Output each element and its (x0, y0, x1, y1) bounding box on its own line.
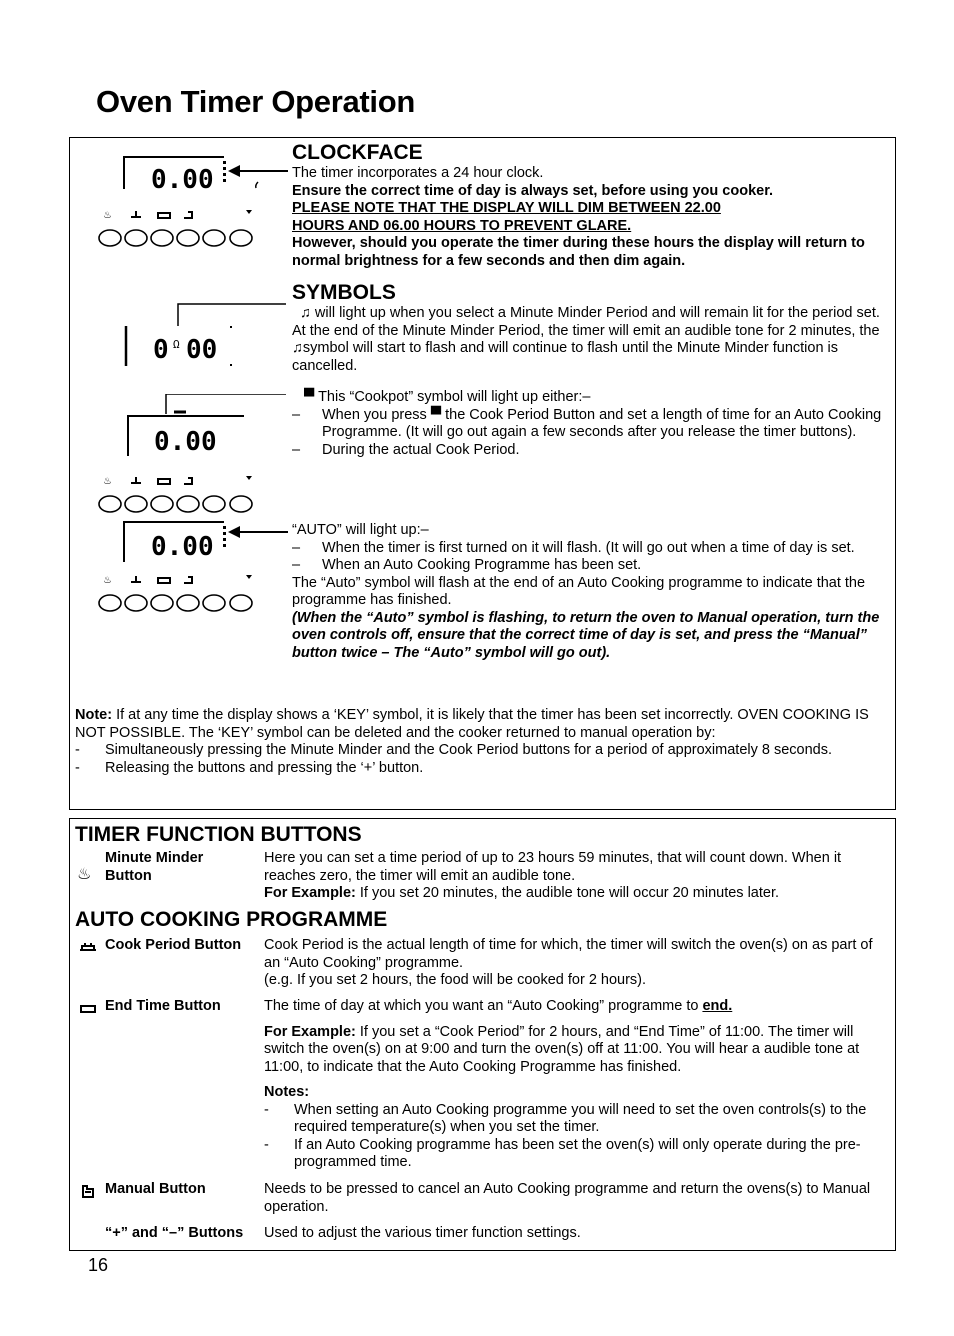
page-title: Oven Timer Operation (96, 84, 416, 119)
auto-flash-text: The “Auto” symbol will flash at the end of an Auto Cooking programme to indicate that the programme has finished. (292, 574, 866, 608)
plus-minus-label: “+” and “–” Buttons (105, 1225, 244, 1241)
end-time-icon (79, 1003, 97, 1015)
plus-minus-desc: Used to adjust the various timer function settings. (264, 1225, 581, 1241)
clockface-dim-note: HOURS AND 06.00 HOURS TO PREVENT GLARE. (292, 217, 632, 234)
notes-label: Notes: (264, 1084, 310, 1100)
list-item: – When the timer is first turned on it will flash. (It will go out when a time of day is set. (292, 539, 855, 556)
bell-description: ♫ will light up when you select a Minute Minder Period and will remain lit for the period set. At the end of the Minute Minder Period, the timer will emit an audible tone for 2 minutes, the ♫symbol will start to flash and will continue to flash until the Minute Minder function is cancelled. (292, 305, 880, 374)
timer-buttons-section-box (69, 818, 896, 1251)
symbols-heading: SYMBOLS (292, 281, 396, 304)
cookpot-icon: ▀ (304, 389, 315, 405)
auto-manual-instructions: (When the “Auto” symbol is flashing, to return the oven to Manual operation, turn the oven controls off, ensure that the correct time of day is set, and press the “Manual” button twice – The “Auto” symbol will go out). (292, 609, 880, 661)
clockface-dim-note: PLEASE NOTE THAT THE DISPLAY WILL DIM BETWEEN 22.00 (292, 200, 721, 216)
minute-minder-icon: ♨ (104, 207, 112, 221)
end-time-desc: The time of day at which you want an “Auto Cooking” programme to end. (264, 998, 733, 1014)
arrow-icon (226, 524, 290, 540)
end-time-label: End Time Button (105, 998, 221, 1014)
svg-text:0.00: 0.00 (154, 427, 217, 457)
list-item: – During the actual Cook Period. (292, 441, 520, 458)
display-time: 0.00 (151, 165, 214, 195)
manual-icon (79, 1183, 97, 1199)
manual-label: Manual Button (105, 1181, 206, 1197)
list-item: - Releasing the buttons and pressing the ‘+’ button. (75, 759, 424, 776)
cook-period-label: Cook Period Button (105, 937, 242, 953)
cookpot-icon (79, 939, 97, 953)
list-item: – When you press ▀ the Cook Period Button and set a length of time for an Auto Cooking Programme. (It will go out again a few seconds after you release the timer buttons). (292, 406, 882, 440)
cook-period-example: (e.g. If you set 2 hours, the food will be cooked for 2 hours). (264, 972, 647, 988)
cookpot-display-diagram (96, 394, 296, 516)
cookpot-intro: ▀ This “Cookpot” symbol will light up either:– (304, 389, 591, 405)
bell-icon: Ω (173, 338, 180, 351)
minute-minder-icon: ♨ (77, 866, 92, 883)
key-note: Note: If at any time the display shows a ‘KEY’ symbol, it is likely that the timer has been set incorrectly. OVEN COOKING IS NOT POSSIBLE. The ‘KEY’ symbol can be deleted and the cooker returned to manual operation by: (75, 707, 869, 741)
page-number: 16 (88, 1255, 109, 1275)
list-item: - Simultaneously pressing the Minute Minder and the Cook Period buttons for a period of approximately 8 seconds. (75, 742, 833, 758)
minute-minder-label: Minute Minder Button (105, 850, 204, 884)
bell-icon: ♫ (300, 305, 311, 321)
svg-text:0: 0 (153, 335, 169, 365)
cook-period-desc: Cook Period is the actual length of time for which, the timer will switch the oven(s) on as part of an “Auto Cooking” programme. (264, 937, 873, 971)
symbols-section-box (69, 137, 896, 810)
end-time-example: For Example: If you set a “Cook Period” for 2 hours, and “End Time” of 11:00. The timer will switch the oven(s) on at 9:00 and turn the oven(s) off at 11:00. You will hear a audible tone at 11:00, to indicate that the Auto Cooking Programme has finished. (264, 1023, 860, 1075)
clockface-brightness-note: However, should you operate the timer during these hours the display will return to normal brightness for a few seconds and then dim again. (292, 235, 865, 269)
minute-minder-desc: Here you can set a time period of up to 23 hours 59 minutes, that will count down. When it reaches zero, the timer will emit an audible tone. (264, 850, 842, 884)
svg-text:00: 00 (186, 335, 218, 365)
manual-desc: Needs to be pressed to cancel an Auto Cooking programme and return the ovens(s) to Manual operation. (264, 1181, 871, 1215)
minute-minder-example: For Example: If you set 20 minutes, the audible tone will occur 20 minutes later. (264, 885, 780, 901)
list-item: - If an Auto Cooking programme has been set the oven(s) will only operate during the pre-programmed time. (264, 1136, 861, 1170)
clockface-text: The timer incorporates a 24 hour clock. (292, 165, 544, 181)
bell-icon: ♫ (292, 340, 303, 356)
bell-display-diagram (120, 298, 290, 373)
auto-programme-heading: AUTO COOKING PROGRAMME (75, 908, 388, 931)
list-item: - When setting an Auto Cooking programme you will need to set the oven controls(s) to the required temperature(s) when you set the timer. (264, 1101, 867, 1135)
clockface-heading: CLOCKFACE (292, 141, 423, 164)
clockface-warning: Ensure the correct time of day is always set, before using you cooker. (292, 182, 774, 199)
svg-text:0.00: 0.00 (151, 532, 214, 562)
arrow-icon (226, 163, 290, 179)
timer-buttons-heading: TIMER FUNCTION BUTTONS (75, 823, 362, 846)
svg-text:♨: ♨ (104, 473, 112, 487)
auto-intro: “AUTO” will light up:– (292, 522, 429, 538)
svg-text:♨: ♨ (104, 572, 112, 586)
cookpot-icon: ▀ (430, 406, 442, 423)
list-item: – When an Auto Cooking Programme has been set. (292, 557, 642, 573)
